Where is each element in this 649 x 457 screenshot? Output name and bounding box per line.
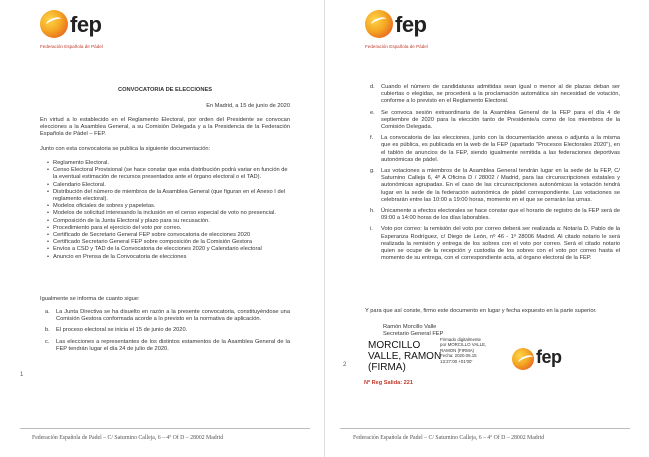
point-text: La Junta Directiva se ha disuelto en razón a la presente convocatoria, constituyéndose una Comisión Gestora conformada acorde a lo previsto en la normativa de aplicación. xyxy=(56,309,290,323)
point-item xyxy=(45,309,290,323)
list-item: • Distribución del número de miembros de la Asamblea General (que figuran en el Anexo I del reglamento electoral). xyxy=(47,189,290,203)
point-item xyxy=(370,110,620,132)
point-label: e. xyxy=(370,109,375,116)
page-number: 2 xyxy=(343,362,347,368)
point-text: El proceso electoral se inicia el 15 de junio de 2020. xyxy=(56,327,188,334)
closing-paragraph: Y para que así conste, firmo este documento en lugar y fecha expuesto en la parte superior. xyxy=(365,308,597,314)
signature-meta-line: por MORCILLO VALLE, xyxy=(440,342,487,348)
point-label: h. xyxy=(370,208,375,215)
page-1 xyxy=(0,0,324,457)
list-item: • Anuncio en Prensa de la Convocatoria de elecciones xyxy=(47,254,290,261)
logo-subtitle: Federación Española de Pádel xyxy=(365,44,428,49)
logo-subtitle: Federación Española de Pádel xyxy=(40,44,103,49)
signature-meta-line: Firmado digitalmente xyxy=(440,337,481,342)
list-item: • Composición de la Junta Electoral y plazo para su recusación. xyxy=(47,218,290,225)
page-2 xyxy=(325,0,649,457)
point-text: Las votaciones a miembros de la Asamblea General tendrán lugar en la sede de la FEP, C/ Saturnino Calleja 6, 4º A Oficina D / 28002 / Madrid, para las circunscripciones estatales y autonómicas agrupadas. En el caso de las circunscripciones autonómicas la votación tendrá lugar en la sede de la federación autonómica de pádel correspondiente. Las votaciones se celebrarán entre las 10:00 a 19:00 horas, momento en el que se cerrarán las urnas. xyxy=(381,168,620,203)
list-item: • Procedimiento para el ejercicio del voto por correo. xyxy=(47,225,290,232)
list-item: • Censo Electoral Provisional (se hace constar que esta distribución podrá variar en función de la eventual estimación de recursos presentados ante el órgano electoral o el TAD). xyxy=(47,167,290,181)
points-list xyxy=(370,84,620,266)
intro-paragraph: En virtud a lo establecido en el Reglamento Electoral, por orden del Presidente se convocan elecciones a la Asamblea General, a su Comisión Delegada y a la Presidencia de la Federación Española de Pádel – FEP. xyxy=(40,117,290,138)
page-footer: Federación Española de Padel – C/ Saturnino Calleja, 6 – 4º Of D – 28002 Madrid xyxy=(32,435,224,441)
fep-stamp-logo xyxy=(508,345,578,373)
point-label: c. xyxy=(45,338,50,345)
point-item xyxy=(370,208,620,222)
list-item: • Calendario Electoral. xyxy=(47,182,290,189)
list-item: • Reglamento Electoral. xyxy=(47,160,290,167)
signature-meta-line: Fecha: 2020.06.15 xyxy=(440,353,477,359)
document-date: En Madrid, a 15 de junio de 2020 xyxy=(206,103,290,109)
documentation-list xyxy=(47,160,290,261)
point-label: f. xyxy=(370,135,374,142)
footer-divider xyxy=(20,428,310,429)
logo-brand: fep xyxy=(395,12,427,37)
signature-line: VALLE, RAMON xyxy=(368,351,442,362)
point-item xyxy=(45,327,290,334)
point-label: d. xyxy=(370,84,375,90)
point-item xyxy=(45,339,290,353)
list-item: • Certificado Secretario General FEP sobre composición de la Comisión Gestora xyxy=(47,239,290,246)
list-intro: Junto con esta convocatoria se publica la siguiente documentación: xyxy=(40,146,211,152)
signature-line: (FIRMA) xyxy=(368,362,406,373)
point-label: b. xyxy=(45,327,50,334)
also-intro: Igualmente se informa de cuanto sigue: xyxy=(40,296,140,302)
page-number: 1 xyxy=(20,372,24,378)
padel-ball-icon xyxy=(512,348,534,370)
point-label: g. xyxy=(370,168,375,175)
list-item: • Certificado de Secretario General FEP sobre convocatoria de elecciones 2020 xyxy=(47,232,290,239)
signature-metadata xyxy=(440,337,486,364)
point-text: Se convoca sesión extraordinaria de la Asamblea General de la FEP para el día 4 de septiembre de 2020 para la elección tanto de Presidente/a como de los miembros de la Comisión Delegada. xyxy=(381,109,620,131)
padel-ball-icon xyxy=(365,10,393,38)
point-label: i. xyxy=(370,226,373,233)
list-item: • Modelos oficiales de sobres y papeletas. xyxy=(47,203,290,210)
fep-logo xyxy=(365,8,445,54)
point-text: Las elecciones a representantes de los distintos estamentos de la Asamblea General de la FEP tendrán lugar el día 24 de julio de 2020. xyxy=(56,338,290,352)
list-item: • Envíos a CSD y TAD de la Convocatoria de elecciones 2020 y Calendario electoral xyxy=(47,246,290,253)
point-label: a. xyxy=(45,309,50,315)
signer-name: Ramón Morcillo Valle xyxy=(383,324,437,330)
signer-role: Secretario General FEP xyxy=(383,331,444,337)
list-item: • Modelos de solicitud interesando la inclusión en el censo especial de voto no presencial. xyxy=(47,210,290,217)
footer-divider xyxy=(340,428,630,429)
page-footer: Federación Española de Padel – C/ Saturnino Calleja, 6 – 4º Of D – 28002 Madrid xyxy=(353,435,545,441)
points-list xyxy=(45,309,290,357)
padel-ball-icon xyxy=(40,10,68,38)
logo-brand: fep xyxy=(70,12,102,37)
point-text: Cuando el número de candidaturas admitidas sean igual o menor al de plazas deban ser cubiertas o elegidas, se procederá a la proclamación automática sin necesidad de votación, conforme a lo previsto en el Reglamento Electoral. xyxy=(381,84,620,105)
registry-number: Nº Reg Salida: 221 xyxy=(364,380,413,386)
point-item xyxy=(370,226,620,262)
document-title: CONVOCATORIA DE ELECCIONES xyxy=(117,87,213,93)
digital-signature xyxy=(368,340,441,373)
signature-meta-line: RAMON (FIRMA) xyxy=(440,347,475,353)
fep-logo xyxy=(40,8,120,54)
point-item xyxy=(370,84,620,106)
signature-meta-line: 13:27:00 +01'00' xyxy=(440,358,473,364)
point-item xyxy=(370,168,620,204)
point-text: Voto por correo: la remisión del voto por correo deberá ser realizada a: Notaría D. Pablo de la Esperanza Rodríguez, c/ Diego de León, nº 46 - 1º 28006 Madrid. Al citado notario le será realizada la remisión y entrega de los sobres con el voto por correo. Será el citado notario quien se ocupe de la recepción y custodia de los sobres con el voto por correo hasta el momento de su entrega, con el correspondiente acta, al órgano electoral de la FEP. xyxy=(381,226,620,262)
point-item xyxy=(370,135,620,164)
point-text: La convocatoria de las elecciones, junto con la documentación anexa o adjunta a la misma que es pública, es publicada en la web de la FEP (apartado "Procesos Electorales 2020"), en el tablón de anuncios de la FEP, siendo igualmente remitida a las federaciones deportivas autonómicas de pádel. xyxy=(381,135,620,163)
point-text: Únicamente a efectos electorales se hace constar que el horario de registro de la FEP será de 09:00 a 14:00 horas de los días laborables. xyxy=(381,208,620,222)
signature-line: MORCILLO xyxy=(368,340,421,351)
stamp-brand: fep xyxy=(536,347,562,367)
